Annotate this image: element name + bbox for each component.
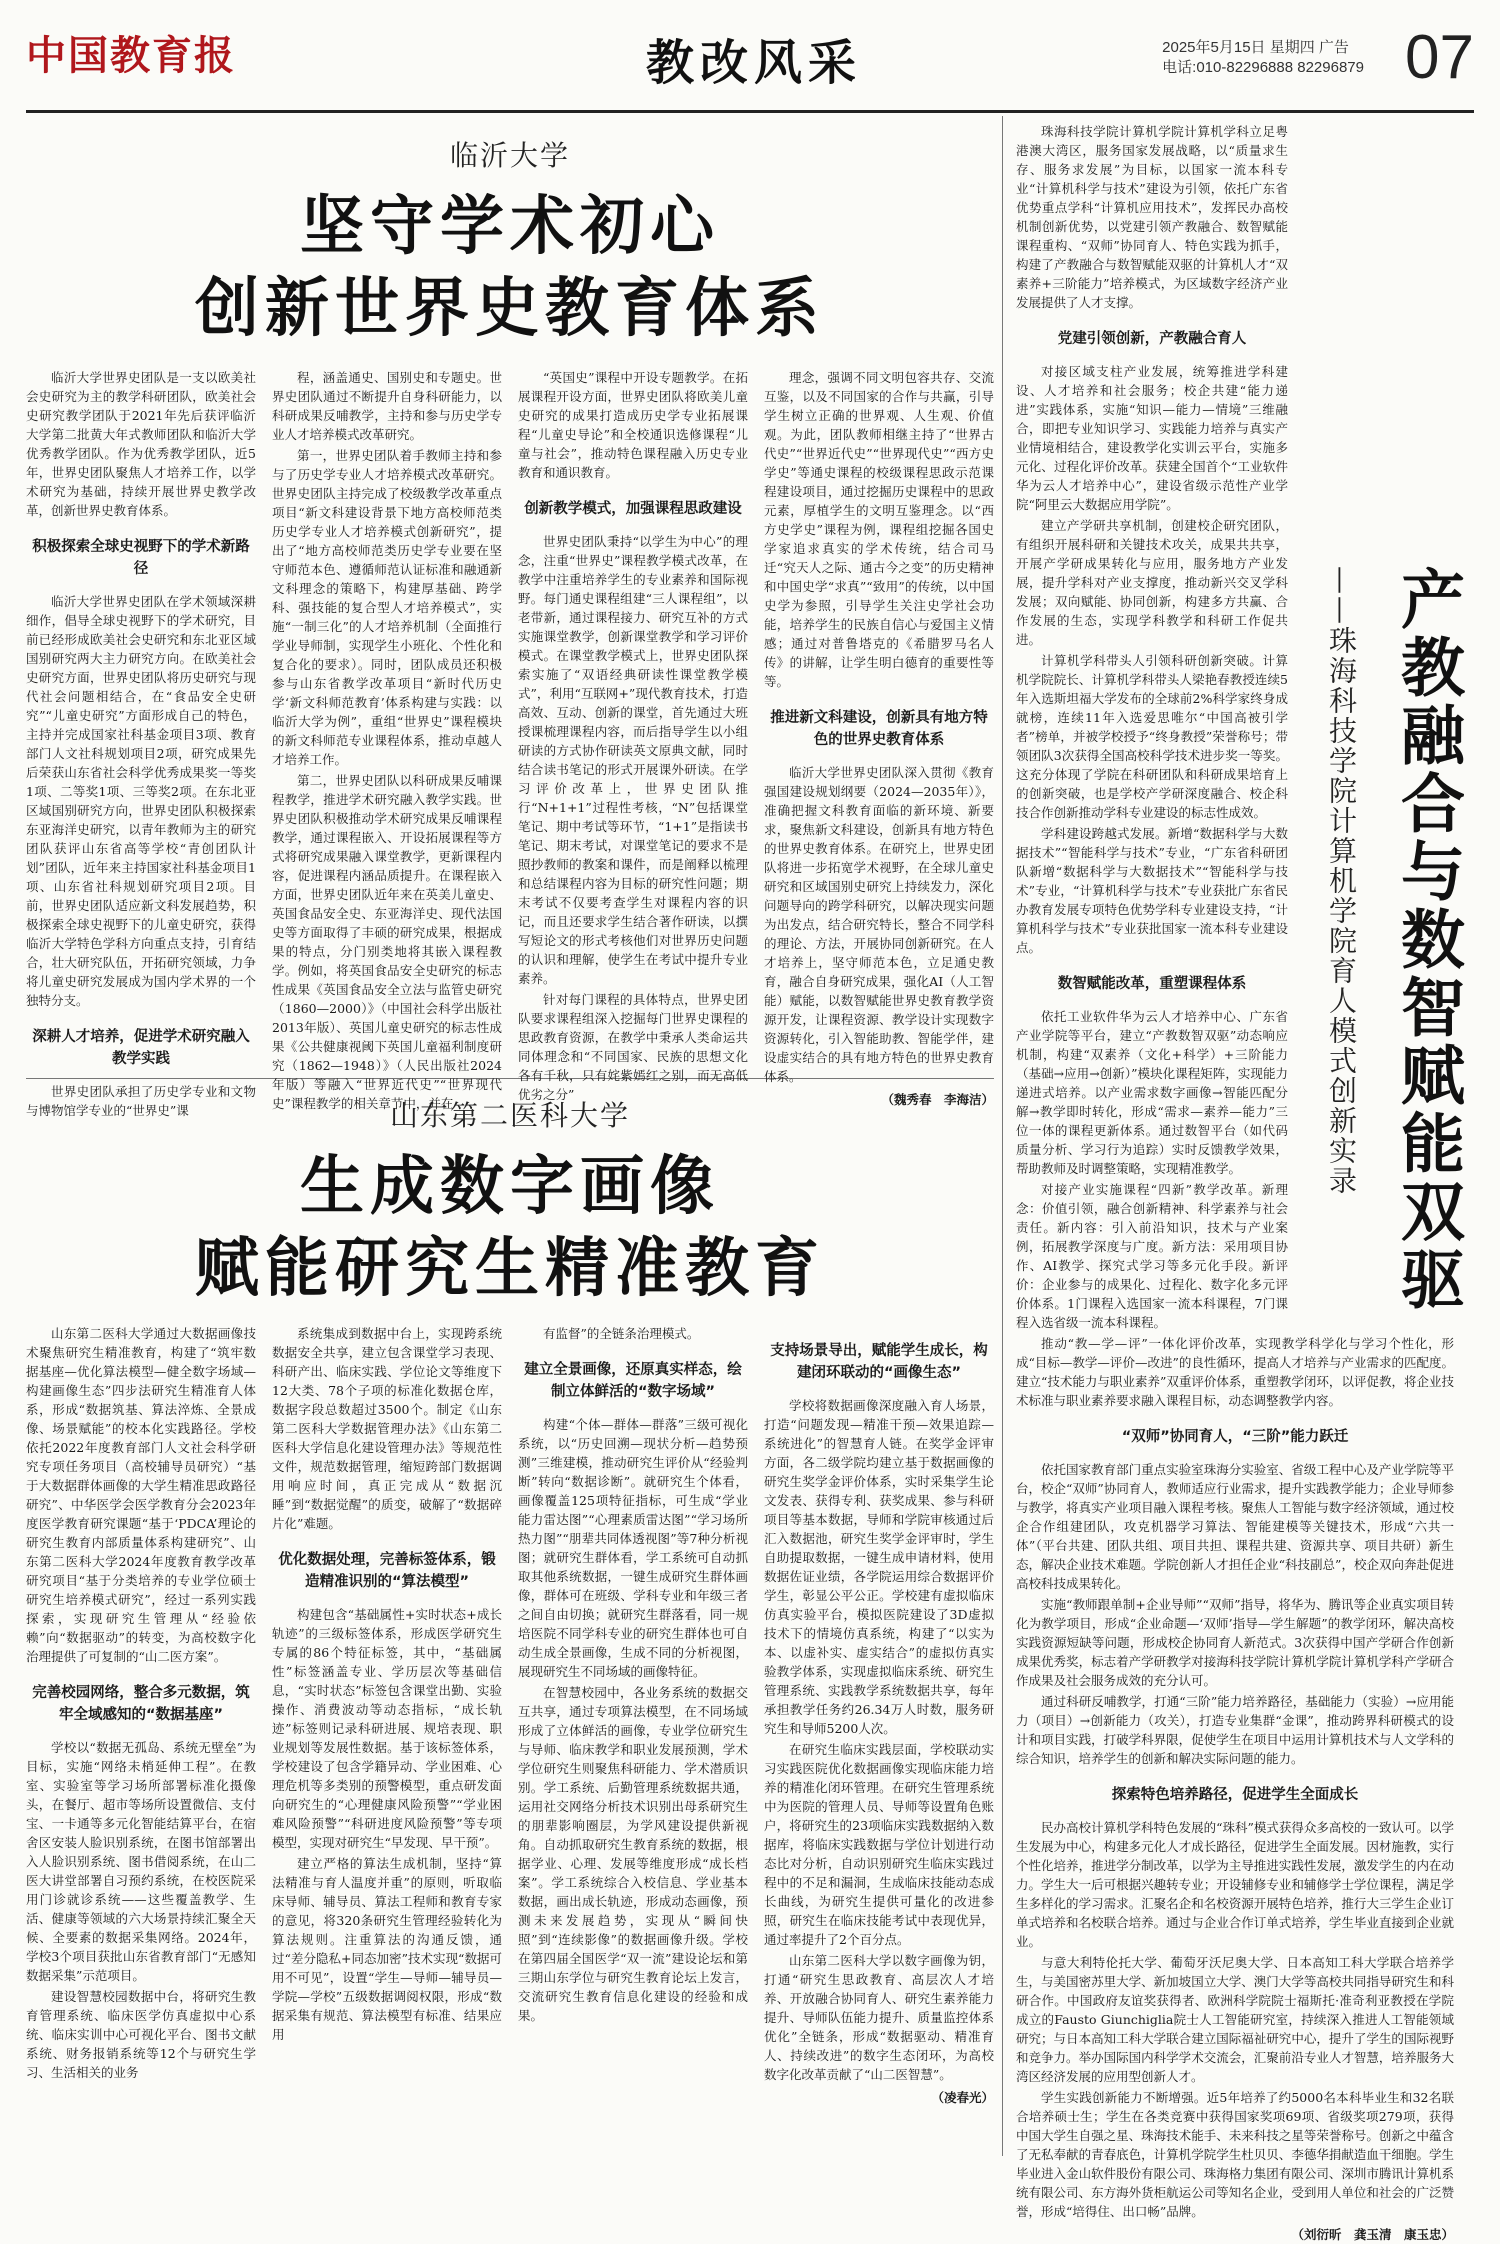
article-column-2 [272, 368, 502, 1111]
byline: （刘衍昕 龚玉清 康玉忠） [1291, 2227, 1454, 2242]
paragraph: 学校将数据画像深度融入育人场景，打造“问题发现—精准干预—效果追踪—系统进化”的智慧育人链。在奖学金评审方面，各二级学院均建立基于数据画像的研究生奖学金评价体系，实时采集学生论文发表、获得专利、获奖成果、参与科研项目等基本数据，导师和学院审核通过后汇入数据池，研究生奖学金评审时，学生自助提取数据，一键生成申请材料，使用数据佐证业绩，各学院运用综合数据评价学生，彰显公平公正。学校建有虚拟临床仿真实验平台，模拟医院建设了3D虚拟技术下的情境仿真系统，构建了“以实为本、以虚补实、虚实结合”的虚拟仿真实验教学体系，实现虚拟临床系统、研究生管理系统、实践教学系统数据共享，每年承担教学任务约26.34万人时数，服务研究生和导师5200人次。 [764, 1398, 994, 1736]
paragraph: 系统集成到数据中台上，实现跨系统数据安全共享，建立包含课堂学习表现、科研产出、临床实践、学位论文等维度下12大类、78个子项的标准化数据仓库，数据字段总数超过3500个。制定《山东第二医科大学数据管理办法》《山东第二医科大学信息化建设管理办法》等规范性文件，规范数据管理，缩短跨部门数据调用响应时间，真正完成从“数据沉睡”到“数据觉醒”的质变，破解了“数据碎片化”难题。 [272, 1326, 502, 1531]
article-column-4 [764, 1324, 994, 2154]
article-column-2 [272, 1324, 502, 2154]
paragraph: 学校以“数据无孤岛、系统无壁垒”为目标，实施“网络未梢延伸工程”。在教室、实验室等学习场所部署标准化摄像头，在餐厅、超市等场所设置微信、支付宝、一卡通等多元化智能结算平台，在宿舍区安装人脸识别系统，在图书馆部署出入人脸识别系统、图书借阅系统，在山二医大讲堂部署自习预约系统，在校医院采用门诊就诊系统——这些覆盖教学、生活、健康等领域的六大场景持续汇聚全天候、全要素的数据采集网络。2024年，学校3个项目获批山东省教育部门“无感知数据采集”示范项目。 [26, 1740, 256, 1983]
newspaper-name: 中国教育报 [26, 32, 236, 79]
paragraph: 第一，世界史团队着手教师主持和参与了历史学专业人才培养模式改革研究。世界史团队主持完成了校级教学改革重点项目“新文科建设背景下地方高校师范类历史学专业人才培养模式创新研究”，提出了“地方高校师范类历史学专业要在坚守师范本色、遵循师范认证标准和融通新文科理念的策略下，构建厚基础、跨学科、强技能的复合型人才培养模式”，实施“一制三化”的人才培养机制（全面推行学业导师制，实现学生小班化、个性化和复合化的要求）。同时，团队成员还积极参与山东省教学改革项目“新时代历史学‘新文科师范教育’体系构建与实践：以临沂大学为例”，重组“世界史”课程模块的新文科师范专业课程体系，推动卓越人才培养工作。 [272, 448, 502, 767]
article-narrow-block [1016, 122, 1288, 1332]
article-column-1 [26, 1324, 256, 2154]
byline: （魏秀春 李海洁） [881, 1092, 994, 1107]
paragraph: 依托国家教育部门重点实验室珠海分实验室、省级工程中心及产业学院等平台，校企“双师”协同育人，教师适应行业需求，提升实践教学能力；企业导师参与教学，将真实产业项目融入课程考核。聚焦人工智能与数字经济领域，通过校企合作组建团队，攻克机器学习算法、智能建模等关键技术，形成“六共一体”（平台共建、团队共组、项目共担、课程共建、资源共享、项目共研）新生态，解决企业技术难题。学院创新人才担任企业“科技副总”，校企双向奔赴促进高校科技成果转化。 [1016, 1462, 1454, 1591]
article-column-4 [764, 368, 994, 1107]
paragraph: 临沂大学世界史团队深入贯彻《教育强国建设规划纲要（2024—2035年）》，准确把握文科教育面临的新环境、新要求，聚焦新文科建设，创新具有地方特色的世界史教育体系。在研究上，世界史团队将进一步拓宽学术视野，在全球儿童史研究和区域国别史研究上持续发力，深化问题导向的跨学科研究，以解决现实问题为出发点，结合研究特长，整合不同学科的理论、方法，开展协同创新研究。在人才培养上，坚守师范本色，立足通史教育，融合自身研究成果，强化AI（人工智能）赋能，以数智赋能世界史教育教学资源开发，让课程资源、教学设计实现数字资源转化，引入智能助教、智能学伴，建设虚实结合的具有地方特色的世界史教育体系。 [764, 765, 994, 1084]
article-title-line1: 坚守学术初心 [300, 190, 720, 264]
subheading: 积极探索全球史视野下的学术新路径 [32, 539, 250, 577]
subheading: 探索特色培养路径，促进学生全面成长 [1111, 1787, 1359, 1803]
paragraph: 第二，世界史团队以科研成果反哺课程教学，推进学术研究融入教学实践。世界史团队积极推动学术研究成果反哺课程教学，通过课程嵌入、开设拓展课程等方式将研究成果融入课堂教学，更新课程内容，促进课程内涵品质提升。在课程嵌入方面，世界史团队近年来在英美儿童史、英国食品安全史、东亚海洋史、现代法国史等方面取得了丰硕的研究成果，根据成果的特点，分门别类地将其嵌入课程教学。例如，将英国食品安全史研究的标志性成果《英国食品安全立法与监管史研究（1860—2000）》（中国社会科学出版社2013年版）、英国儿童史研究的标志性成果《公共健康视阈下英国儿童福利制度研究（1862—1948）》（人民出版社2024年版）等融入“世界近代史”“世界现代史”课程教学的相关章节中，并在 [272, 773, 502, 1111]
byline: （凌春光） [931, 2090, 994, 2105]
paragraph: 对接区域支柱产业发展，统筹推进学科建设、人才培养和社会服务；校企共建“能力递进”实践体系，实施“知识—能力—情境”三维融合，即把专业知识学习、实践能力培养与真实产业情境相结合，建设教学化实训云平台，实施多元化、过程化评价改革。获建全国首个“工业软件华为云人才培养中心”，建设省级示范性产业学院“阿里云大数据应用学院”。 [1016, 364, 1288, 512]
article-kicker: 山东第二医科大学 [389, 1099, 630, 1132]
article-column-3 [518, 1324, 748, 2154]
paragraph: 针对每门课程的具体特点，世界史团队要求课程组深入挖掘每门世界史课程的思政教育资源，在教学中秉承人类命运共同体理念和“不同国家、民族的思想文化各有千秋，只有姹紫嫣红之别，而无高低优劣之分” [518, 992, 748, 1102]
article-shandong [26, 1086, 994, 2156]
article-subtitle-vertical: ——珠海科技学院计算机学院育人模式创新实录 [1325, 566, 1358, 1196]
paragraph: 在智慧校园中，各业务系统的数据交互共享，通过专项算法模型，在不同场域形成了立体鲜活的画像，专业学位研究生与导师、临床教学和职业发展预测，学术学位研究生则聚焦科研能力、学术潜质识别。学工系统、后勤管理系统数据共通，运用社交网络分析技术识别出母系研究生的朋辈影响圈层，为学风建设提供新视角。自动抓取研究生教育系统的数据，根据学业、心理、发展等维度形成“成长档案”。学工系统综合入校信息、学业基本数据，画出成长轨迹，形成动态画像，预测未来发展趋势，实现从“瞬间快照”到“连续影像”的数据画像升级。学校在第四届全国医学“双一流”建设论坛和第三期山东学位与研究生教育论坛上发言，交流研究生教育信息化建设的经验和成果。 [518, 1685, 748, 2023]
paragraph: 通过科研反哺教学，打通“三阶”能力培养路径，基础能力（实验）→应用能力（项目）→创新能力（攻关），打造专业集群“金课”，推动跨界科研模式的设计和项目实践，打破学科界限，促使学生在项目中运用计算机技术与人文学科的综合知识，培养学生的创新和解决实际问题的能力。 [1016, 1694, 1454, 1766]
article-column-3 [518, 368, 748, 1102]
paragraph: “英国史”课程中开设专题教学。在拓展课程开设方面，世界史团队将欧美儿童史研究的成果打造成历史学专业拓展课程“儿童史导论”和全校通识选修课程“儿童与社会”，推动特色课程融入历史专业教育和通识教育。 [518, 370, 748, 480]
paragraph: 临沂大学世界史团队是一支以欧美社会史研究为主的教学科研团队，欧美社会史研究教学团队于2021年先后获评临沂大学第二批黄大年式教师团队和临沂大学优秀教学团队。作为优秀教学团队，近5年，世界史团队聚焦人才培养工作，以学术研究为基础，持续开展世界史教学改革，创新世界史教育体系。 [26, 370, 256, 518]
date-info [1162, 38, 1364, 78]
paragraph: 民办高校计算机学科特色发展的“珠科”模式获得众多高校的一致认可。以学生发展为中心，构建多元化人才成长路径，促进学生全面发展。因材施教，实行个性化培养，推进学分制改革，以学为主导推进实践性发展，激发学生的内在动力。学生大一后可根据兴趣转专业；开设辅修专业和辅修学士学位课程，满足学生多样化的学习需求。汇聚名企和名校资源开展特色培养，推行大三学生企业订单式培养和名校联合培养。通过与企业合作订单式培养，学生毕业直接到企业就业。 [1016, 1820, 1454, 1949]
subheading: 党建引领创新，产教融合育人 [1057, 331, 1247, 347]
subheading: “双师”协同育人，“三阶”能力跃迁 [1121, 1429, 1349, 1445]
paragraph: 建立严格的算法生成机制，坚持“算法精准与育人温度并重”的原则，听取临床导师、辅导员、算法工程师和教育专家的意见，将320条研究生管理经验转化为算法规则。注重算法的沟通反馈，通过“差分隐私+同态加密”技术实现“数据可用不可见”，设置“学生—导师—辅导员—学院—学校”五级数据调阅权限，形成“数据采集有规范、算法模型有标准、结果应用 [272, 1856, 502, 2042]
paragraph: 实施“教师跟单制+企业导师”“双师”指导，将华为、腾讯等企业真实项目转化为教学项目，形成“企业命题—‘双师’指导—学生解题”的教学闭环，解决高校实践资源短缺等问题，形成校企协同育人新范式。3次获得中国产学研合作创新成果优秀奖，标志着产学研教学对接海科技学院计算机学院计算机学科产学研合作成果及社会服务成效的充分认可。 [1016, 1597, 1454, 1688]
header-rule [26, 110, 1474, 113]
paragraph: 理念，强调不同文明包容共存、交流互鉴，以及不同国家的合作与共赢，引导学生树立正确的世界观、人生观、价值观。为此，团队教师相继主持了“世界古代史”“世界近代史”“世界现代史”“西方史学史”等通史课程的校级课程思政示范课程建设项目，通过挖掘历史课程中的思政元素，厚植学生的文明互鉴理念。以“西方史学史”课程为例，课程组挖掘各国史学家追求真实的学术传统，结合司马迁“究天人之际、通古今之变”的历史精神和中国史学“求真”“致用”的传统，以中国史学为参照，引导学生关注史学社会功能，培养学生的民族自信心与爱国主义情感；通过对普鲁塔克的《希腊罗马名人传》的讲解，让学生明白德育的重要性等等。 [764, 370, 994, 689]
masthead [26, 18, 1474, 118]
paragraph: 建立产学研共享机制，创建校企研究团队，有组织开展科研和关键技术攻关，成果共共享，开展产学研成果转化与应用，服务地方产业发展，提升学科对产业支撑度，推动新兴交叉学科发展；双向赋能、协同创新，构建多方共赢、合作发展的生态，实现学科教学和科研工作促共进。 [1016, 518, 1288, 647]
subheading: 深耕人才培养，促进学术研究融入教学实践 [32, 1029, 250, 1067]
paragraph: 学科建设跨越式发展。新增“数据科学与大数据技术”“智能科学与技术”专业，“广东省科研团队新增“数据科学与大数据技术”“智能科学与技术”专业，“计算机科学与技术”专业获批广东省民办教育发展专项特色优势学科专业建设支持，“计算机科学与技术”专业获批国家一流本科专业建设点。 [1016, 826, 1288, 955]
paragraph: 山东第二医科大学通过大数据画像技术聚焦研究生精准教育，构建了“筑牢数据基座—优化算法模型—健全数字场域—构建画像生态”四步法研究生精准育人体系，形成“数据筑基、算法淬炼、全景成像、场景赋能”的校本化实践路径。学校依托2022年度教育部门人文社会科学研究专项任务项目（高校辅导员研究）“基于大数据群体画像的大学生精准思政路径研究”、中华医学会医学教育分会2023年度医学教育研究课题“基于‘PDCA’理论的研究生教育内部质量体系构建研究”、山东第二医科大学2024年度教育教学改革研究项目“基于分类培养的专业学位硕士研究生培养模式研究”，经过一系列实践探索，实现研究生管理从“经验依赖”向“数据驱动”的转变，为高校数字化治理提供了可复制的“山二医方案”。 [26, 1326, 256, 1664]
subheading: 支持场景导出，赋能学生成长，构建闭环联动的“画像生态” [770, 1343, 988, 1381]
phone-number: 电话:010-82296888 82296879 [1162, 59, 1364, 76]
paragraph: 建设智慧校园数据中台，将研究生教育管理系统、临床医学仿真虚拟中心系统、临床实训中心可视化平台、图书文献系统、财务报销系统等12个与研究生学习、生活相关的业务 [26, 1989, 256, 2080]
page-number: 07 [1405, 23, 1474, 92]
article-title-vertical: 产教融合与数智赋能双驱 [1390, 566, 1464, 1314]
paragraph: 程，涵盖通史、国别史和专题史。世界史团队通过不断提升自身科研能力，以科研成果反哺教学，主持和参与历史学专业人才培养模式改革研究。 [272, 370, 502, 442]
paragraph: 世界史团队承担了历史学专业和文物与博物馆学专业的“世界史”课 [26, 1084, 256, 1118]
paragraph: 依托工业软件华为云人才培养中心、广东省产业学院等平台，建立“产教数智双驱”动态响应机制，构建“双素养（文化+科学）+三阶能力（基础→应用→创新）”模块化课程矩阵，实现能力递进式培养。以产业需求数字画像→智能匹配分解→教学即时转化，形成“需求—素养—能力”三位一体的课程更新体系。通过数智平台（如代码质量分析、学习行为追踪）实时反馈教学效果，帮助教师及时调整策略，实现精准教学。 [1016, 1009, 1288, 1176]
subheading: 数智赋能改革，重塑课程体系 [1057, 976, 1247, 992]
paragraph: 有监督”的全链条治理模式。 [543, 1326, 700, 1341]
paragraph: 构建包含“基础属性+实时状态+成长轨迹”的三级标签体系，形成医学研究生专属的86个特征标签，其中，“基础属性”标签涵盖专业、学历层次等基础信息，“实时状态”标签包含课堂出勤、实验操作、消费波动等动态指标，“成长轨迹”标签则记录科研进展、规培表现、职业规划等发展性数据。基于该标签体系，学校建设了包含学籍异动、学业困难、心理危机等多类别的预警模型，重点研发面向研究生的“心理健康风险预警”“学业困难风险预警”“科研进度风险预警”等专项模型，实现对研究生“早发现、早干预”。 [272, 1607, 502, 1850]
article-title-line2: 赋能研究生精准教育 [195, 1232, 825, 1306]
paragraph: 在研究生临床实践层面，学校联动实习实践医院优化数据画像实现临床能力培养的精准化闭环管理。在研究生管理系统中为医院的管理人员、导师等设置角色账户，将研究生的23项临床实践数据纳入数据库，将临床实践数据与学位计划进行动态比对分析，自动识别研究生临床实践过程中的不足和漏洞，生成临床技能动态成长曲线，为研究生提供可量化的改进参照，研究生在临床技能考试中表现优异，通过率提升了2个百分点。 [764, 1742, 994, 1947]
issue-date: 2025年5月15日 星期四 广告 [1162, 39, 1349, 56]
subheading: 创新教学模式，加强课程思政建设 [524, 501, 742, 517]
paragraph: 推动“教—学—评”一体化评价改革，实现教学科学化与学习个性化，形成“目标—教学—评价—改进”的良性循环，提高人才培养与产业需求的匹配度。建立“技术能力与职业素养”双重评价体系，重塑教学闭环，以评促教，将企业技术标准与职业素养要求融入课程目标，动态调整教学内容。 [1016, 1336, 1454, 1408]
article-title-line1: 生成数字画像 [300, 1150, 720, 1224]
paragraph: 学生实践创新能力不断增强。近5年培养了约5000名本科毕业生和32名联合培养硕士生；学生在各类竞赛中获得国家奖项69项、省级奖项279项，获得中国大学生自强之星、珠海技术能手、未来科技之星等荣誉称号。创新之中蕴含了无私奉献的青春底色，计算机学院学生杜贝贝、李德华捐献造血干细胞。学生毕业进入金山软件股份有限公司、珠海格力集团有限公司、深圳市腾讯计算机系统有限公司、东方海外货柜航运公司等知名企业，受到用人单位和社会的广泛赞誉，形成“培得住、出口畅”品牌。 [1016, 2090, 1454, 2219]
paragraph: 构建“个体—群体—群落”三级可视化系统，以“历史回溯—现状分析—趋势预测”三维建模，推动研究生评价从“经验判断”转向“数据诊断”。就研究生个体看，画像覆盖125项特征指标，可生成“学业能力雷达图”“心理素质雷达图”“学习场所热力图”“朋辈共同体透视图”等7种分析视图；就研究生群体看，学工系统可自动抓取其他系统数据，一键生成研究生群体画像，群体可在班级、学科专业和年级三者之间自由切换；就研究生群落看，同一规培医院不同学科专业的研究生群体也可自动生成全景画像，生成不同的分析视图，展现研究生不同场域的画像特征。 [518, 1417, 748, 1679]
paragraph: 珠海科技学院计算机学院计算机学科立足粤港澳大湾区，服务国家发展战略，以“质量求生存、服务求发展”为目标，以国家一流本科专业“计算机科学与技术”建设为引领，依托广东省优势重点学科“计算机应用技术”，发挥民办高校机制创新优势，以党建引领产教融合、数智赋能课程重构、“双师”协同育人、特色实践为抓手，构建了产教融合与数智赋能双驱的计算机人才“双素养+三阶能力”培养模式，为区域数字经济产业发展提供了人才支撑。 [1016, 124, 1288, 310]
section-title: 教改风采 [646, 35, 863, 91]
paragraph: 临沂大学世界史团队在学术领域深耕细作，倡导全球史视野下的学术研究，目前已经形成欧美社会史研究和东北亚区域国别研究两大主力研究方向。在欧美社会史研究方面，世界史团队将历史研究与现代社会问题相结合，在“食品安全史研究”“儿童史研究”方面形成自己的特色，主持并完成国家社科基金项目3项、教育部门人文社科规划项目2项，研究成果先后荣获山东省社会科学优秀成果奖一等奖1项、二等奖1项、三等奖2项。在东北亚区域国别研究方向，世界史团队积极探索东亚海洋史研究，以青年教师为主的研究团队获评山东省高等学校“青创团队计划”团队，近年来主持国家社科基金项目1项、山东省社科规划研究项目2项。目前，世界史团队适应新文科发展趋势，积极探索全球史视野下的儿童史研究，获得临沂大学特色学科方向重点支持，引育结合，壮大研究队伍，开拓研究领域，力争将儿童史研究发展成为国内学术界的一个独特分支。 [26, 594, 256, 1008]
paragraph: 山东第二医科大学以数字画像为钥，打通“研究生思政教育、高层次人才培养、开放融合协同育人、研究生素养能力提升、导师队伍能力提升、质量监控体系优化”全链条，形成“数据驱动、精准育人、持续改进”的数字生态闭环，为高校数字化改革贡献了“山二医智慧”。 [764, 1953, 994, 2082]
column-divider [1002, 116, 1003, 2156]
subheading: 推进新文科建设，创新具有地方特色的世界史教育体系 [770, 710, 988, 748]
paragraph: 世界史团队秉持“以学生为中心”的理念，注重“世界史”课程教学模式改革，在教学中注重培养学生的专业素养和国际视野。每门通史课程组建“三人课程组”，以老带新，通过课程接力、研究互补的方式实施课堂教学，创新课堂教学和学习评价模式。在课堂教学模式上，世界史团队探索实施了“双语经典研读性课堂教学模式”，利用“互联网+”现代教育技术，打造高效、互动、创新的课堂，首先通过大班授课梳理课程内容，而后指导学生以小组研读的方式协作研读英文原典文献，同时结合读书笔记的形式开展课外研读。在学习评价改革上，世界史团队推行“N+1+1”过程性考核，“N”包括课堂笔记、期中考试等环节，“1+1”是指读书笔记、期末考试，对课堂笔记的要求不是照抄教师的教案和课件，而是阐释以梳理和总结课程内容为目标的研究性问题；期末考试不仅要考查学生对课程内容的识记，而且还要求学生结合著作研读，以撰写短论文的形式考核他们对世界历史问题的认识和理解，使学生在考试中提升专业素养。 [518, 534, 748, 986]
article-column-1 [26, 368, 256, 1118]
paragraph: 对接产业实施课程“四新”教学改革。新理念：价值引领，融合创新精神、科学素养与社会责任。新内容：引入前沿知识，技术与产业案例，拓展教学深度与广度。新方法：采用项目协作、AI教学、探究式学习等多元化手段。新评价：企业参与的成果化、过程化、数字化多元评价体系。1门课程入选国家一流本科课程，7门课程入选省级一流本科课程。 [1016, 1182, 1288, 1330]
subheading: 建立全景画像，还原真实样态，绘制立体鲜活的“数字场域” [524, 1362, 742, 1400]
paragraph: 与意大利特伦托大学、葡萄牙沃尼奥大学、日本高知工科大学联合培养学生，与美国密苏里大学、新加坡国立大学、澳门大学等高校共同指导研究生和科研合作。中国政府友谊奖获得者、欧洲科学院院士福斯托·准奇利亚教授在学院成立的Fausto Giunchiglia院士人工智能研究室，持续深入推进人工智能领域研究；与日本高知工科大学联合建立国际福祉研究中心，提升了学生的国际视野和竞争力。举办国际国内科学学术交流会，汇聚前沿专业人才智慧，培养服务大湾区经济发展的应用型创新人才。 [1016, 1955, 1454, 2084]
subheading: 完善校园网络，整合多元数据，筑牢全域感知的“数据基座” [32, 1685, 250, 1723]
paragraph: 计算机学科带头人引领科研创新突破。计算机学院院长、计算机学科带头人梁艳春教授连续5年入选斯坦福大学发布的全球前2%科学家终身成就榜，连续11年入选爱思唯尔“中国高被引学者”榜单，并被学校授予“终身教授”荣誉称号；带领团队3次获得全国高校科学技术进步奖一等奖。这充分体现了学院在科研团队和科研成果培育上的创新突破，也是学校产学研深度融合、校企科技合作创新推动学科专业建设的标志性成效。 [1016, 653, 1288, 820]
subheading: 优化数据处理，完善标签体系，锻造精准识别的“算法模型” [278, 1552, 496, 1590]
article-title-line2: 创新世界史教育体系 [195, 272, 825, 346]
article-kicker: 临沂大学 [449, 139, 570, 172]
article-zhuhai [1016, 122, 1454, 2242]
